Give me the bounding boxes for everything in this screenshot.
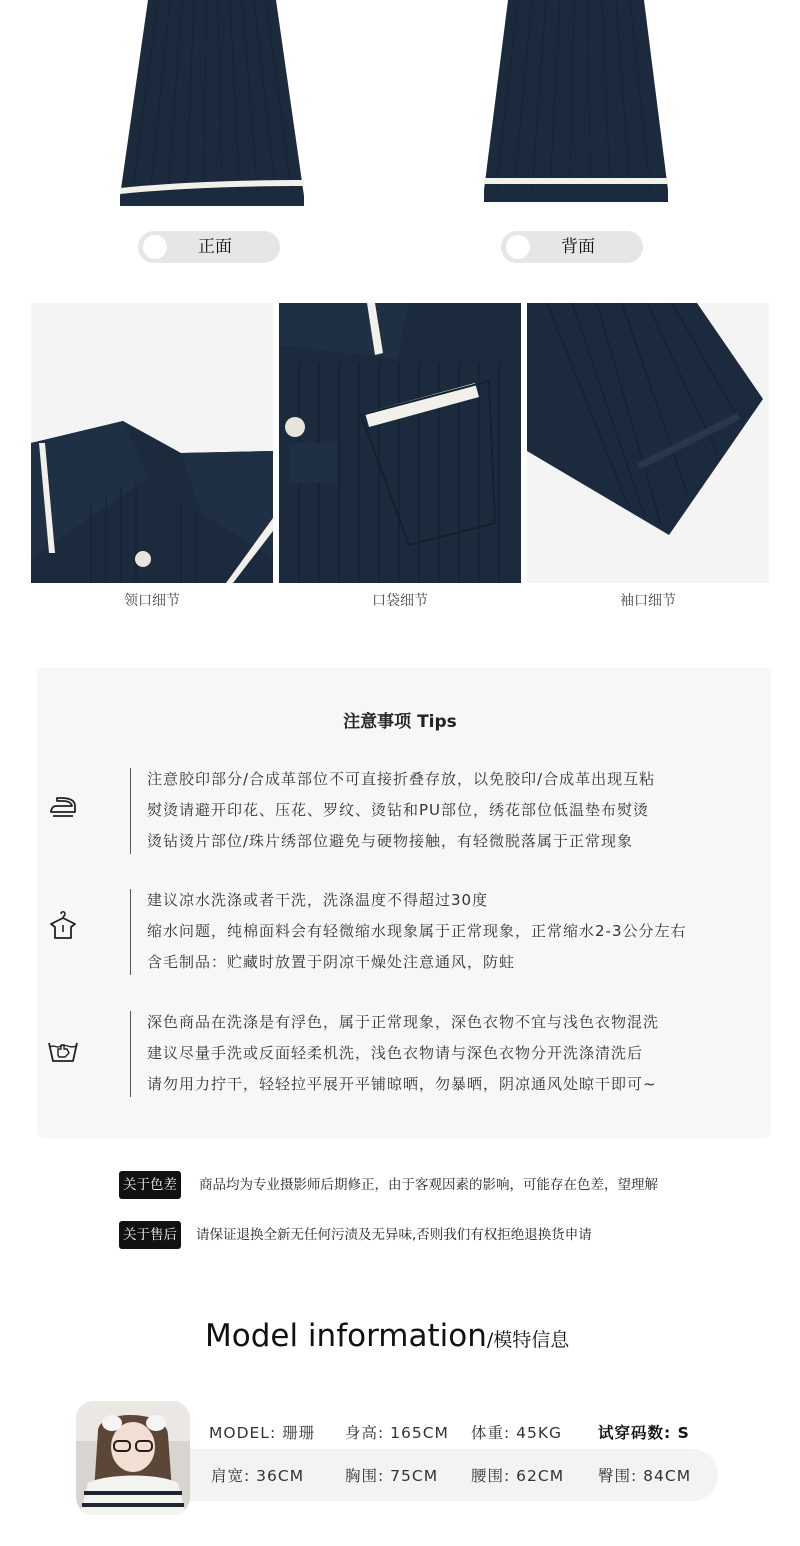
care-tips-title: 注意事项 Tips [343, 712, 457, 732]
hang-dry-icon [47, 909, 79, 941]
model-trial-size: 试穿码数: S [598, 1424, 690, 1442]
hand-wash-icon [47, 1033, 79, 1065]
tip-line: 深色商品在洗涤是有浮色，属于正常现象，深色衣物不宜与浅色衣物混洗 [147, 1013, 660, 1031]
tip-line: 含毛制品：贮藏时放置于阴凉干燥处注意通风，防蛀 [147, 953, 516, 971]
tip-line: 缩水问题，纯棉面料会有轻微缩水现象属于正常现象，正常缩水2-3公分左右 [147, 922, 687, 940]
note-badge: 关于售后 [119, 1221, 181, 1249]
skirt-front-image [118, 0, 306, 208]
tip-lines [147, 764, 655, 857]
front-view-tag [138, 231, 280, 263]
note-badge: 关于色差 [119, 1171, 181, 1199]
model-title-en: Model information [205, 1318, 487, 1354]
model-hip: 臀围: 84CM [598, 1467, 692, 1485]
back-view-label: 背面 [561, 237, 595, 257]
tip-line: 熨烫请避开印花、压花、罗纹、烫钻和PU部位，绣花部位低温垫布熨烫 [147, 801, 650, 819]
tip-divider [130, 889, 131, 975]
iron-icon [47, 790, 79, 822]
model-shoulder: 肩宽: 36CM [211, 1467, 305, 1485]
note-text: 商品均为专业摄影师后期修正，由于客观因素的影响，可能存在色差，望理解 [199, 1177, 658, 1193]
tip-lines [147, 885, 687, 978]
model-weight: 体重: 45KG [471, 1424, 563, 1442]
collar-detail-caption: 领口细节 [124, 593, 180, 609]
cuff-detail-caption: 袖口细节 [620, 593, 676, 609]
tip-line: 建议尽量手洗或反面轻柔机洗，浅色衣物请与深色衣物分开洗涤清洗后 [147, 1044, 644, 1062]
skirt-back-image [482, 0, 670, 205]
collar-detail-image [31, 303, 273, 583]
model-bust: 胸围: 75CM [345, 1467, 439, 1485]
note-text: 请保证退换全新无任何污渍及无异味,否则我们有权拒绝退换货申请 [196, 1227, 592, 1243]
cuff-detail-image [527, 303, 769, 583]
tip-divider [130, 768, 131, 854]
tip-line: 注意胶印部分/合成革部位不可直接折叠存放，以免胶印/合成革出现互粘 [147, 770, 656, 788]
tip-lines [147, 1007, 659, 1100]
model-title-zh: /模特信息 [486, 1329, 570, 1351]
model-name: MODEL: 珊珊 [209, 1424, 316, 1442]
front-view-label: 正面 [198, 237, 232, 257]
tip-divider [130, 1011, 131, 1097]
tip-line: 请勿用力拧干，轻轻拉平展开平铺晾晒，勿暴晒，阴凉通风处晾干即可~ [147, 1075, 657, 1093]
pocket-detail-image [279, 303, 521, 583]
back-view-tag [501, 231, 643, 263]
model-waist: 腰围: 62CM [471, 1467, 565, 1485]
tip-line: 建议凉水洗涤或者干洗，洗涤温度不得超过30度 [147, 891, 489, 909]
model-height: 身高: 165CM [345, 1424, 449, 1442]
model-info-title [205, 1318, 569, 1354]
pocket-detail-caption: 口袋细节 [372, 593, 428, 609]
model-avatar [76, 1401, 190, 1515]
tip-line: 烫钻烫片部位/珠片绣部位避免与硬物接触，有轻微脱落属于正常现象 [147, 832, 634, 850]
